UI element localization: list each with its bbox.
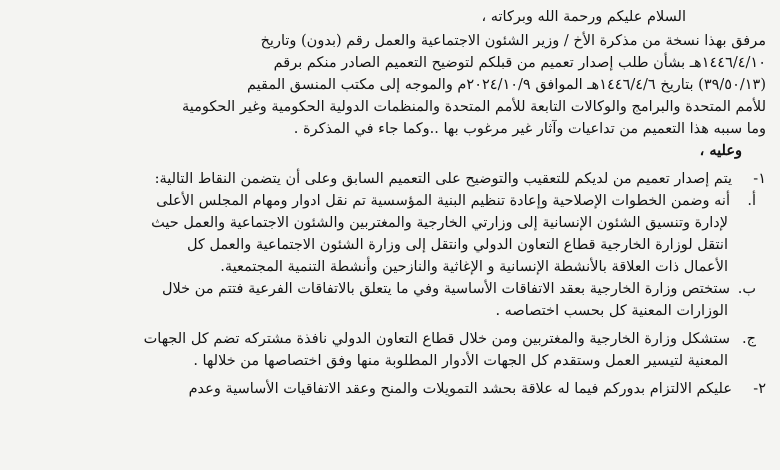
point-a-line-4: الأعمال ذات العلاقة بالأنشطة الإنسانية و الإغاثية والنازحين وأنشطة التنمية المجتمعية. [220,259,728,275]
item-2-text: عليكم الالتزام بدوركم فيما له علاقة بحشد التمويلات والمنح وعقد الاتفاقيات الأساسية وعدم [188,381,732,397]
letter-body [22,6,766,400]
therefore-line: وعليه ، [699,142,742,159]
point-a-label: أ. [747,193,756,209]
point-a-line-2: لإدارة وتنسيق الشئون الإنسانية إلى وزارتي الخارجية والمغتربين والشئون الاجتماعية والعمل حيث [151,215,728,231]
point-c-label: ج. [742,331,756,347]
item-2 [22,378,766,400]
point-a-text-1: أنه وضمن الخطوات الإصلاحية وإعادة تنظيم البنية المؤسسية تم نقل ادوار ومهام المجلس الأعلى [156,193,730,209]
intro-line-5: وما سببه هذا التعميم من تداعيات وآثار غير مرغوب بها ..وكما جاء في المذكرة . [293,121,766,137]
intro-line-2: ١٤٤٦/٤/١٠هـ بشأن طلب إصدار تعميم من قبلكم لتوضيح التعميم الصادر منكم برقم [273,55,766,71]
greeting-line: السلام عليكم ورحمة الله وبركاته ، [481,9,686,25]
item-1-number: ١- [753,171,766,187]
point-b-label: ب. [737,281,756,297]
point-c-text-1: ستشكل وزارة الخارجية والمغتربين ومن خلال قطاع التعاون الدولي نافذة مشتركه تضم كل الجهات [143,331,730,347]
point-a-line-3: انتقل لوزارة الخارجية قطاع التعاون الدولي وانتقل إلى وزارة الشئون الاجتماعية والعمل كل [186,237,728,253]
point-c-line-1 [22,328,766,350]
point-a-line-1 [22,190,766,212]
item-1-lead: يتم إصدار تعميم من لديكم للتعقيب والتوضيح على التعميم السابق وعلى أن يتضمن النقاط التالية: [154,171,732,187]
intro-line-4: للأمم المتحدة والبرامج والوكالات التابعة للأمم المتحدة والمنظمات الدولية الحكومية وغير الحكومية [181,99,766,115]
point-b-line-2: الوزارات المعنية كل بحسب اختصاصه . [495,303,728,319]
point-b-line-1 [22,278,766,300]
intro-line-1: مرفق بهذا نسخة من مذكرة الأخ / وزير الشئون الاجتماعية والعمل رقم (بدون) وتاريخ [260,33,766,49]
point-c-line-2: المعنية لتيسير العمل وستقدم كل الجهات الأدوار المطلوبة منها وفق اختصاصها من خلالها . [193,353,728,369]
point-b-text-1: ستختص وزارة الخارجية بعقد الاتفاقات الأساسية وفي ما يتعلق بالاتفاقات الفرعية فتتم من خلال [161,281,730,297]
intro-line-3: (٣٩/٥٠/١٣) بتاريخ ١٤٤٦/٤/٦هـ الموافق ٢٠٢٤/١٠/٩م والموجه إلى مكتب المنسق المقيم [246,77,766,93]
item-2-number: ٢- [753,381,766,397]
item-1 [22,168,766,190]
